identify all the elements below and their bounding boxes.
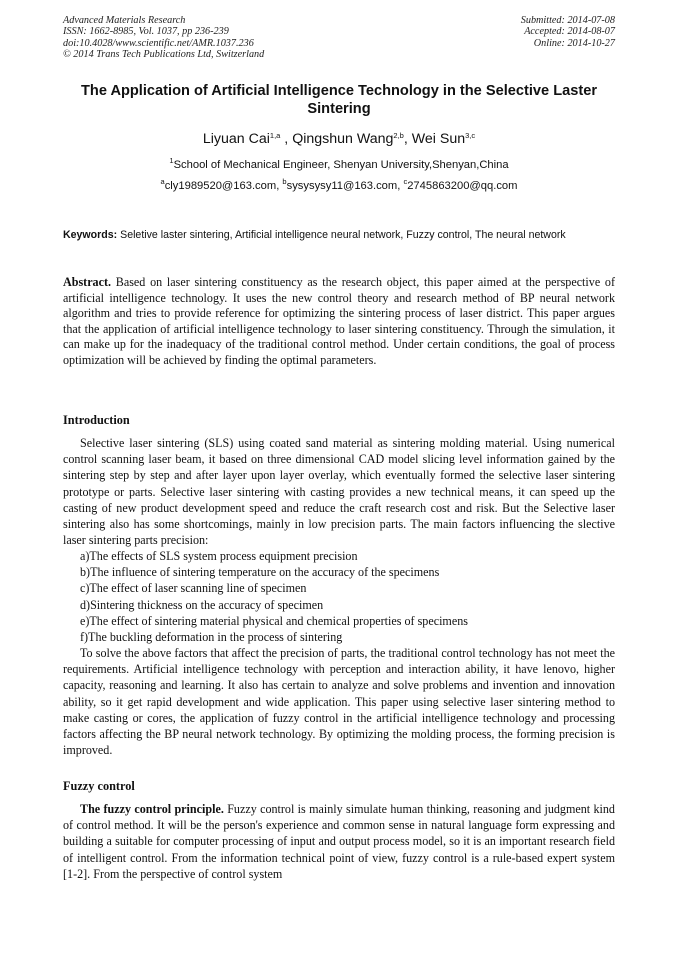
email[interactable]: cly1989520@163.com [164, 180, 277, 192]
online-date: Online: 2014-10-27 [533, 37, 615, 49]
submission-dates [395, 15, 615, 49]
journal-name: Advanced Materials Research [63, 15, 186, 26]
introduction-heading: Introduction [63, 413, 130, 427]
email-sup: a [160, 177, 165, 186]
accepted-date: Accepted: 2014-08-07 [524, 26, 615, 38]
keywords [63, 228, 615, 242]
paper-title: The Application of Artificial Intelligence Technology in the Selective Laster Sintering [80, 83, 597, 117]
factor-item: b)The influence of sintering temperature on the accuracy of the specimens [80, 565, 440, 580]
factor-list [80, 548, 615, 645]
affiliation-sup: 1 [169, 156, 174, 165]
author-name: Qingshun Wang [292, 131, 394, 147]
email[interactable]: sysysysy11@163.com [286, 180, 398, 192]
fuzzy-principle-lead: The fuzzy control principle. [80, 802, 224, 816]
author-sup: 3,c [465, 131, 476, 140]
fuzzy-control-heading: Fuzzy control [63, 779, 135, 793]
submitted-date: Submitted: 2014-07-08 [520, 15, 615, 26]
author-sup: 1,a [269, 131, 281, 140]
author-emails: $^a$cly1989520@163.com, $^b$sysysysy11@163.com, $^c$2745863200@qq.com [160, 177, 518, 192]
factor-item: e)The effect of sintering material physical and chemical properties of specimens [80, 613, 468, 628]
introduction-paragraph-2: To solve the above factors that affect the precision of parts, the traditional control technology has not meet the requirements. Artificial intelligence technology with perception and interaction ability, it have lenovo, higher capacity, reasoning and learning. It also has certain to analyze and solve problems and invention and innovation ability, so it get rapid development and wide application. This paper using selective laser sintering method to make casting or cores, the application of fuzzy control in the artificial intelligence technology and processing factors affecting the BP neural network technology. By optimizing the molding process, the forming precision is improved. [63, 646, 615, 758]
email-sup: b [282, 177, 287, 186]
keywords-text: Seletive laster sintering, Artificial intelligence neural network, Fuzzy control, The neural network [120, 229, 566, 241]
affiliation-text: School of Mechanical Engineer, Shenyan University,Shenyan,China [173, 159, 509, 171]
fuzzy-control-paragraph [63, 801, 615, 882]
issn-line: ISSN: 1662-8985, Vol. 1037, pp 236-239 [63, 26, 229, 38]
author-list: Liyuan Cai$^{1,a}$ , Qingshun Wang$^{2,b}$, Wei Sun$^{3,c}$ [202, 131, 476, 147]
introduction-paragraph-1: Selective laser sintering (SLS) using coated sand material as sintering molding material. Using numerical control scanning laser beam, it based on three dimensional CAD model slicing level information gained by the sintering step by step and after layer upon layer overlay, which eventually formed the selective laser sintering prototype or parts. Selective laser sintering with casting provides a new technical means, it can speed up the casting of new product development speed and reduce the craft research cost and risk. But the Selective laser sintering also has some shortcomings, mainly in low precision parts. The main factors influencing the slective laser sintering parts precision: [63, 436, 615, 548]
journal-info [63, 15, 383, 60]
factor-item: c)The effect of laser scanning line of specimen [80, 581, 307, 596]
author-name: Wei Sun [411, 131, 466, 147]
email-sup: c [403, 177, 408, 186]
abstract [63, 275, 615, 368]
factor-item: d)Sintering thickness on the accuracy of specimen [80, 597, 324, 612]
author-sup: 2,b [393, 131, 404, 140]
abstract-label: Abstract. [63, 275, 112, 289]
abstract-text: Based on laser sintering constituency as the research object, this paper aimed at the perspective of artificial intelligence technology. It uses the new control theory and research method of BP neural network algorithm and tries to provide reference for optimizing the sintering process of laser district. This paper argues that the application of artificial intelligence technology to laser sintering constituency. Through the simulation, it can make up for the inadequacy of the traditional control method. Under certain conditions, the goal of process optimization will be achieved by finding the optimal parameters. [63, 275, 616, 367]
author-name: Liyuan Cai [202, 131, 270, 147]
email[interactable]: 2745863200@qq.com [407, 180, 518, 192]
fuzzy-principle-text: Fuzzy control is mainly simulate human thinking, reasoning and judgment kind of control method. It will be the person's experience and common sense in natural language form expressing and building a suitable for computer processing of input and output process model, so it is an important research field of intelligent control. From the information technical point of view, fuzzy control is a rule-based expert system [1-2]. From the perspective of control system [63, 802, 615, 881]
copyright-line: © 2014 Trans Tech Publications Ltd, Switzerland [63, 48, 265, 60]
factor-item: a)The effects of SLS system process equipment precision [80, 549, 358, 563]
doi-line: doi:10.4028/www.scientific.net/AMR.1037.236 [63, 37, 254, 49]
affiliation [63, 158, 615, 172]
factor-item: f)The buckling deformation in the process of sintering [80, 630, 343, 645]
keywords-label: Keywords: [63, 229, 118, 241]
